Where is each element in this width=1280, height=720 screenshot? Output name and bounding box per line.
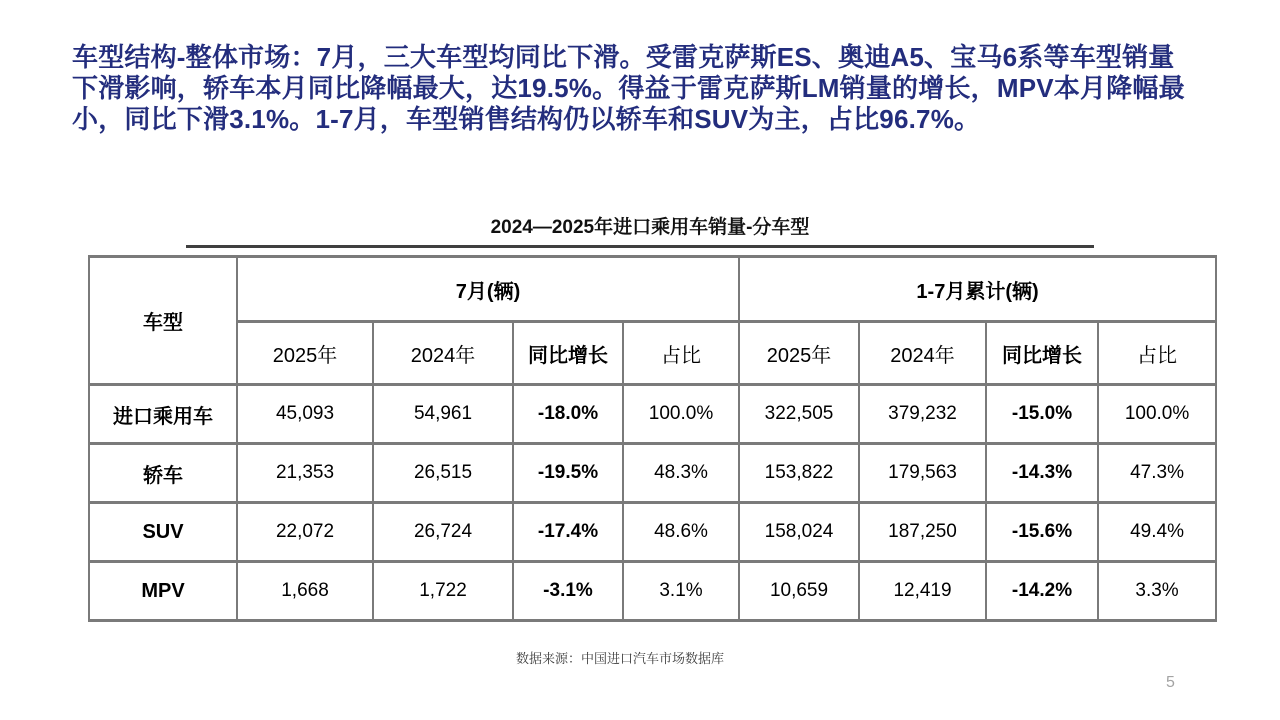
table-title-underline [186, 245, 1094, 248]
table-corner-header: 车型 [89, 257, 237, 385]
table-cell: 3.3% [1098, 562, 1216, 621]
headline: 车型结构-整体市场：7月，三大车型均同比下滑。受雷克萨斯ES、奥迪A5、宝马6系等车型销量下滑影响，轿车本月同比降幅最大，达19.5%。得益于雷克萨斯LM销量的增长，MPV本月降幅最小，同比下滑3.1%。1-7月，车型销售结构仍以轿车和SUV为主，占比96.7%。 [72, 42, 1185, 134]
row-label: SUV [89, 503, 237, 562]
table-cell: 158,024 [739, 503, 859, 562]
table-cell: 3.1% [623, 562, 739, 621]
table-group-header-cumulative: 1-7月累计(辆) [739, 257, 1216, 322]
table-group-header-july: 7月(辆) [237, 257, 739, 322]
subheader-yoy-july: 同比增长 [513, 322, 623, 385]
table-cell: 153,822 [739, 444, 859, 503]
table-cell: -14.3% [986, 444, 1098, 503]
table-cell: 12,419 [859, 562, 986, 621]
table-cell: -15.0% [986, 385, 1098, 444]
table-cell: 100.0% [1098, 385, 1216, 444]
sales-table [88, 255, 1217, 622]
table-cell: -18.0% [513, 385, 623, 444]
table-cell: 1,722 [373, 562, 513, 621]
table-subheader-row [89, 322, 1216, 385]
table-title: 2024—2025年进口乘用车销量-分车型 [490, 217, 810, 238]
table-row-mpv [89, 562, 1216, 621]
subheader-2024-july: 2024年 [373, 322, 513, 385]
table-cell: 322,505 [739, 385, 859, 444]
table-cell: 187,250 [859, 503, 986, 562]
row-label: 进口乘用车 [89, 385, 237, 444]
table-cell: 1,668 [237, 562, 373, 621]
table-cell: -17.4% [513, 503, 623, 562]
table-cell: 54,961 [373, 385, 513, 444]
row-label: MPV [89, 562, 237, 621]
source-note: 数据来源：中国进口汽车市场数据库 [515, 651, 724, 666]
subheader-yoy-cumulative: 同比增长 [986, 322, 1098, 385]
subheader-share-july: 占比 [623, 322, 739, 385]
table-cell: -14.2% [986, 562, 1098, 621]
page-number: 5 [1166, 674, 1175, 691]
table-row-suv [89, 503, 1216, 562]
row-label: 轿车 [89, 444, 237, 503]
table-row-sedan [89, 444, 1216, 503]
table-cell: 45,093 [237, 385, 373, 444]
table-cell: -3.1% [513, 562, 623, 621]
table-cell: 22,072 [237, 503, 373, 562]
subheader-share-cumulative: 占比 [1098, 322, 1216, 385]
table-cell: 100.0% [623, 385, 739, 444]
table-cell: 47.3% [1098, 444, 1216, 503]
subheader-2025-july: 2025年 [237, 322, 373, 385]
table-cell: 379,232 [859, 385, 986, 444]
table-cell: 10,659 [739, 562, 859, 621]
subheader-2024-cumulative: 2024年 [859, 322, 986, 385]
table-cell: 26,724 [373, 503, 513, 562]
table-cell: 21,353 [237, 444, 373, 503]
table-cell: 26,515 [373, 444, 513, 503]
table-row-total [89, 385, 1216, 444]
subheader-2025-cumulative: 2025年 [739, 322, 859, 385]
table-cell: 49.4% [1098, 503, 1216, 562]
table-header-group-row [89, 257, 1216, 322]
table-cell: -19.5% [513, 444, 623, 503]
table-cell: 179,563 [859, 444, 986, 503]
table-cell: 48.6% [623, 503, 739, 562]
table-cell: -15.6% [986, 503, 1098, 562]
table-cell: 48.3% [623, 444, 739, 503]
